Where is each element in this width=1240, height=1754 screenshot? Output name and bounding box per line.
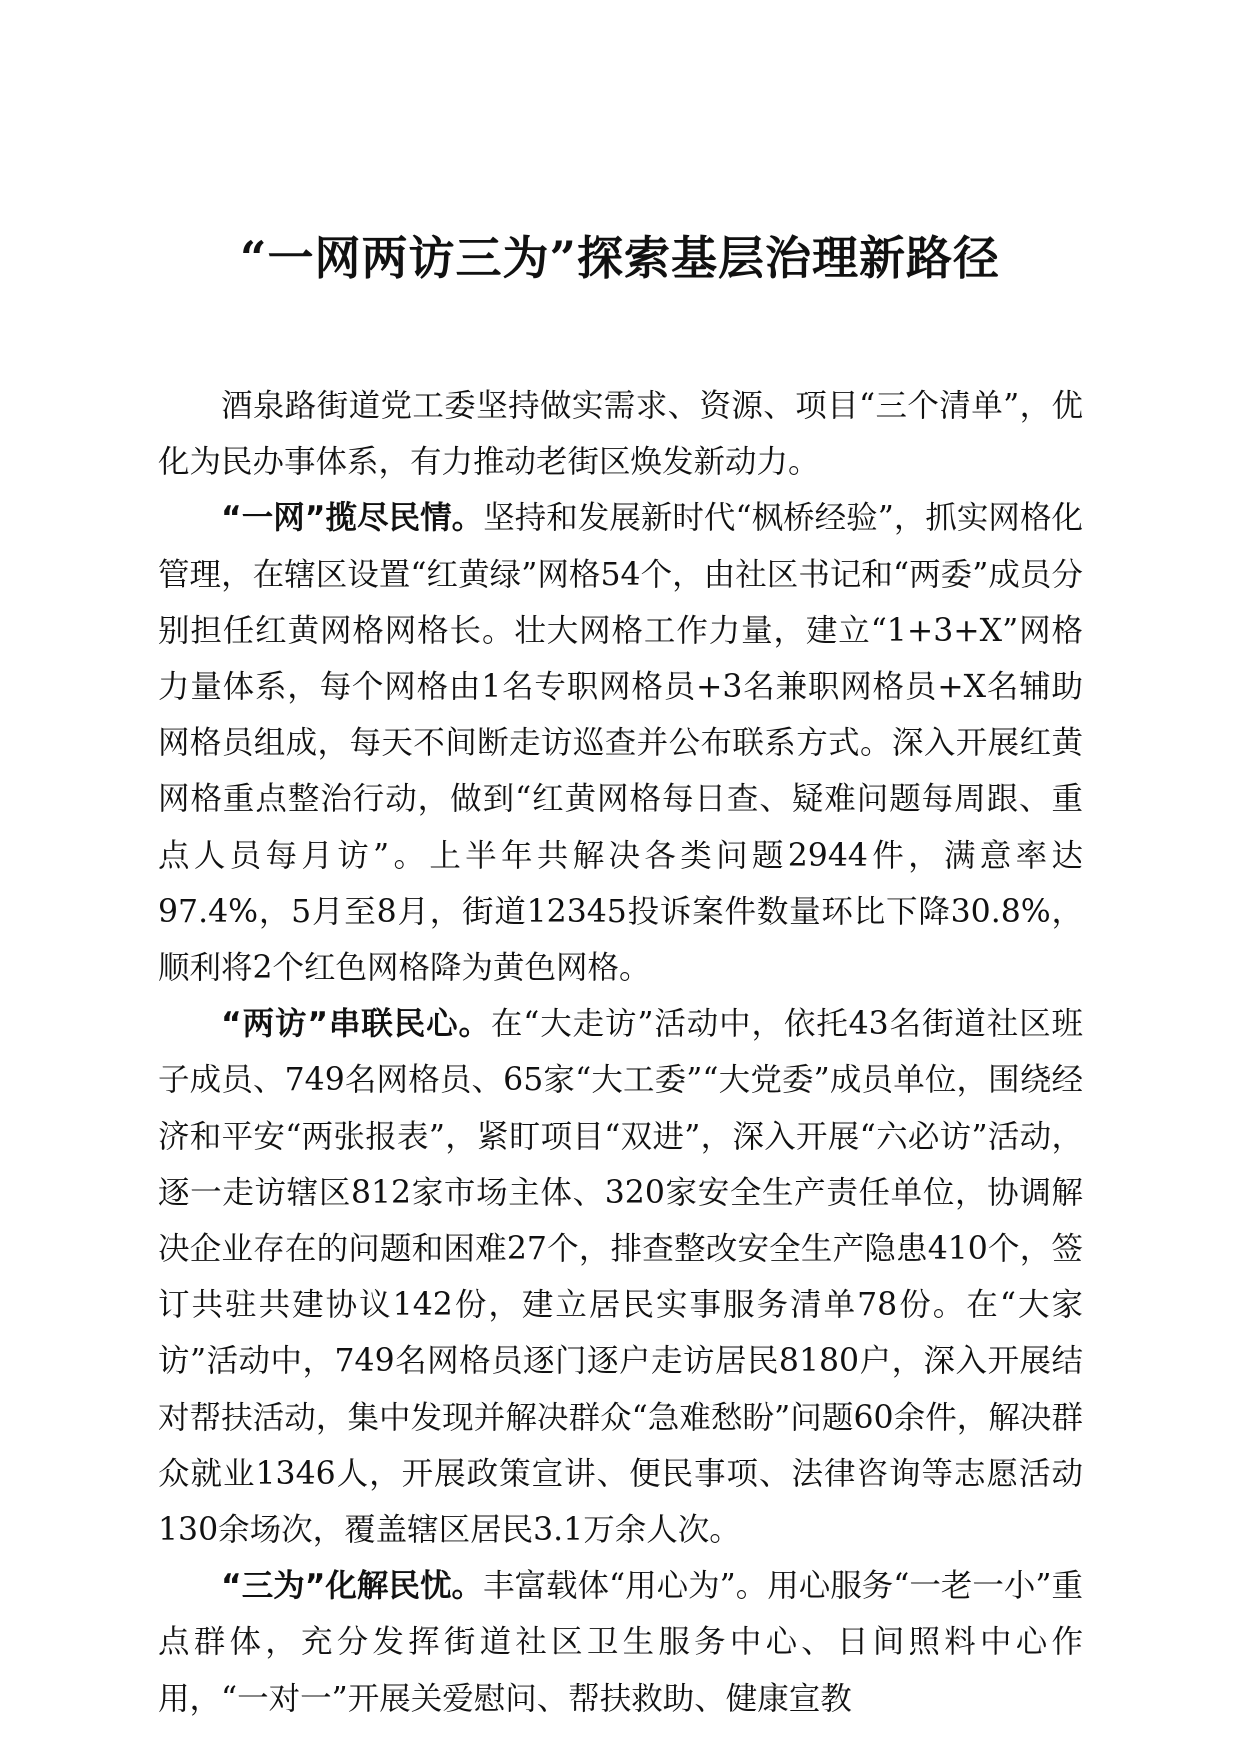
paragraph-lead: “三为”化解民忧。 <box>221 1568 483 1605</box>
paragraph-lead: “两访”串联民心。 <box>221 1006 491 1043</box>
paragraph-text: 丰富载体“用心为”。用心服务“一老一小”重点群体，充分发挥街道社区卫生服务中心、日间照料中心作用，“一对一”开展关爱慰问、帮扶救助、健康宣教 <box>158 1568 1084 1717</box>
paragraph-yi-wang <box>158 490 1083 996</box>
paragraph-intro <box>158 378 1083 490</box>
paragraph-san-wei <box>158 1558 1083 1727</box>
paragraph-text: 在“大走访”活动中，依托43名街道社区班子成员、749名网格员、65家“大工委”“大党委”成员单位，围绕经济和平安“两张报表”，紧盯项目“双进”，深入开展“六必访”活动，逐一走访辖区812家市场主体、320家安全生产责任单位，协调解决企业存在的问题和困难27个，排查整改安全生产隐患410个，签订共驻共建协议142份，建立居民实事服务清单78份。在“大家访”活动中，749名网格员逐门逐户走访居民8180户，深入开展结对帮扶活动，集中发现并解决群众“急难愁盼”问题60余件，解决群众就业1346人，开展政策宣讲、便民事项、法律咨询等志愿活动130余场次，覆盖辖区居民3.1万余人次。 <box>158 1006 1084 1549</box>
paragraph-text: 坚持和发展新时代“枫桥经验”，抓实网格化管理，在辖区设置“红黄绿”网格54个，由社区书记和“两委”成员分别担任红黄网格网格长。壮大网格工作力量，建立“1+3+X”网格力量体系，每个网格由1名专职网格员+3名兼职网格员+X名辅助网格员组成，每天不间断走访巡查并公布联系方式。深入开展红黄网格重点整治行动，做到“红黄网格每日查、疑难问题每周跟、重点人员每月访”。上半年共解决各类问题2944件，满意率达97.4%，5月至8月，街道12345投诉案件数量环比下降30.8%，顺利将2个红色网格降为黄色网格。 <box>158 500 1083 987</box>
paragraph-text: 酒泉路街道党工委坚持做实需求、资源、项目“三个清单”，优化为民办事体系，有力推动老街区焕发新动力。 <box>158 388 1083 481</box>
paragraph-lead: “一网”揽尽民情。 <box>221 500 484 537</box>
document-body <box>158 378 1083 1727</box>
paragraph-liang-fang <box>158 996 1083 1558</box>
document-title: “一网两访三为”探索基层治理新路径 <box>240 231 1000 285</box>
